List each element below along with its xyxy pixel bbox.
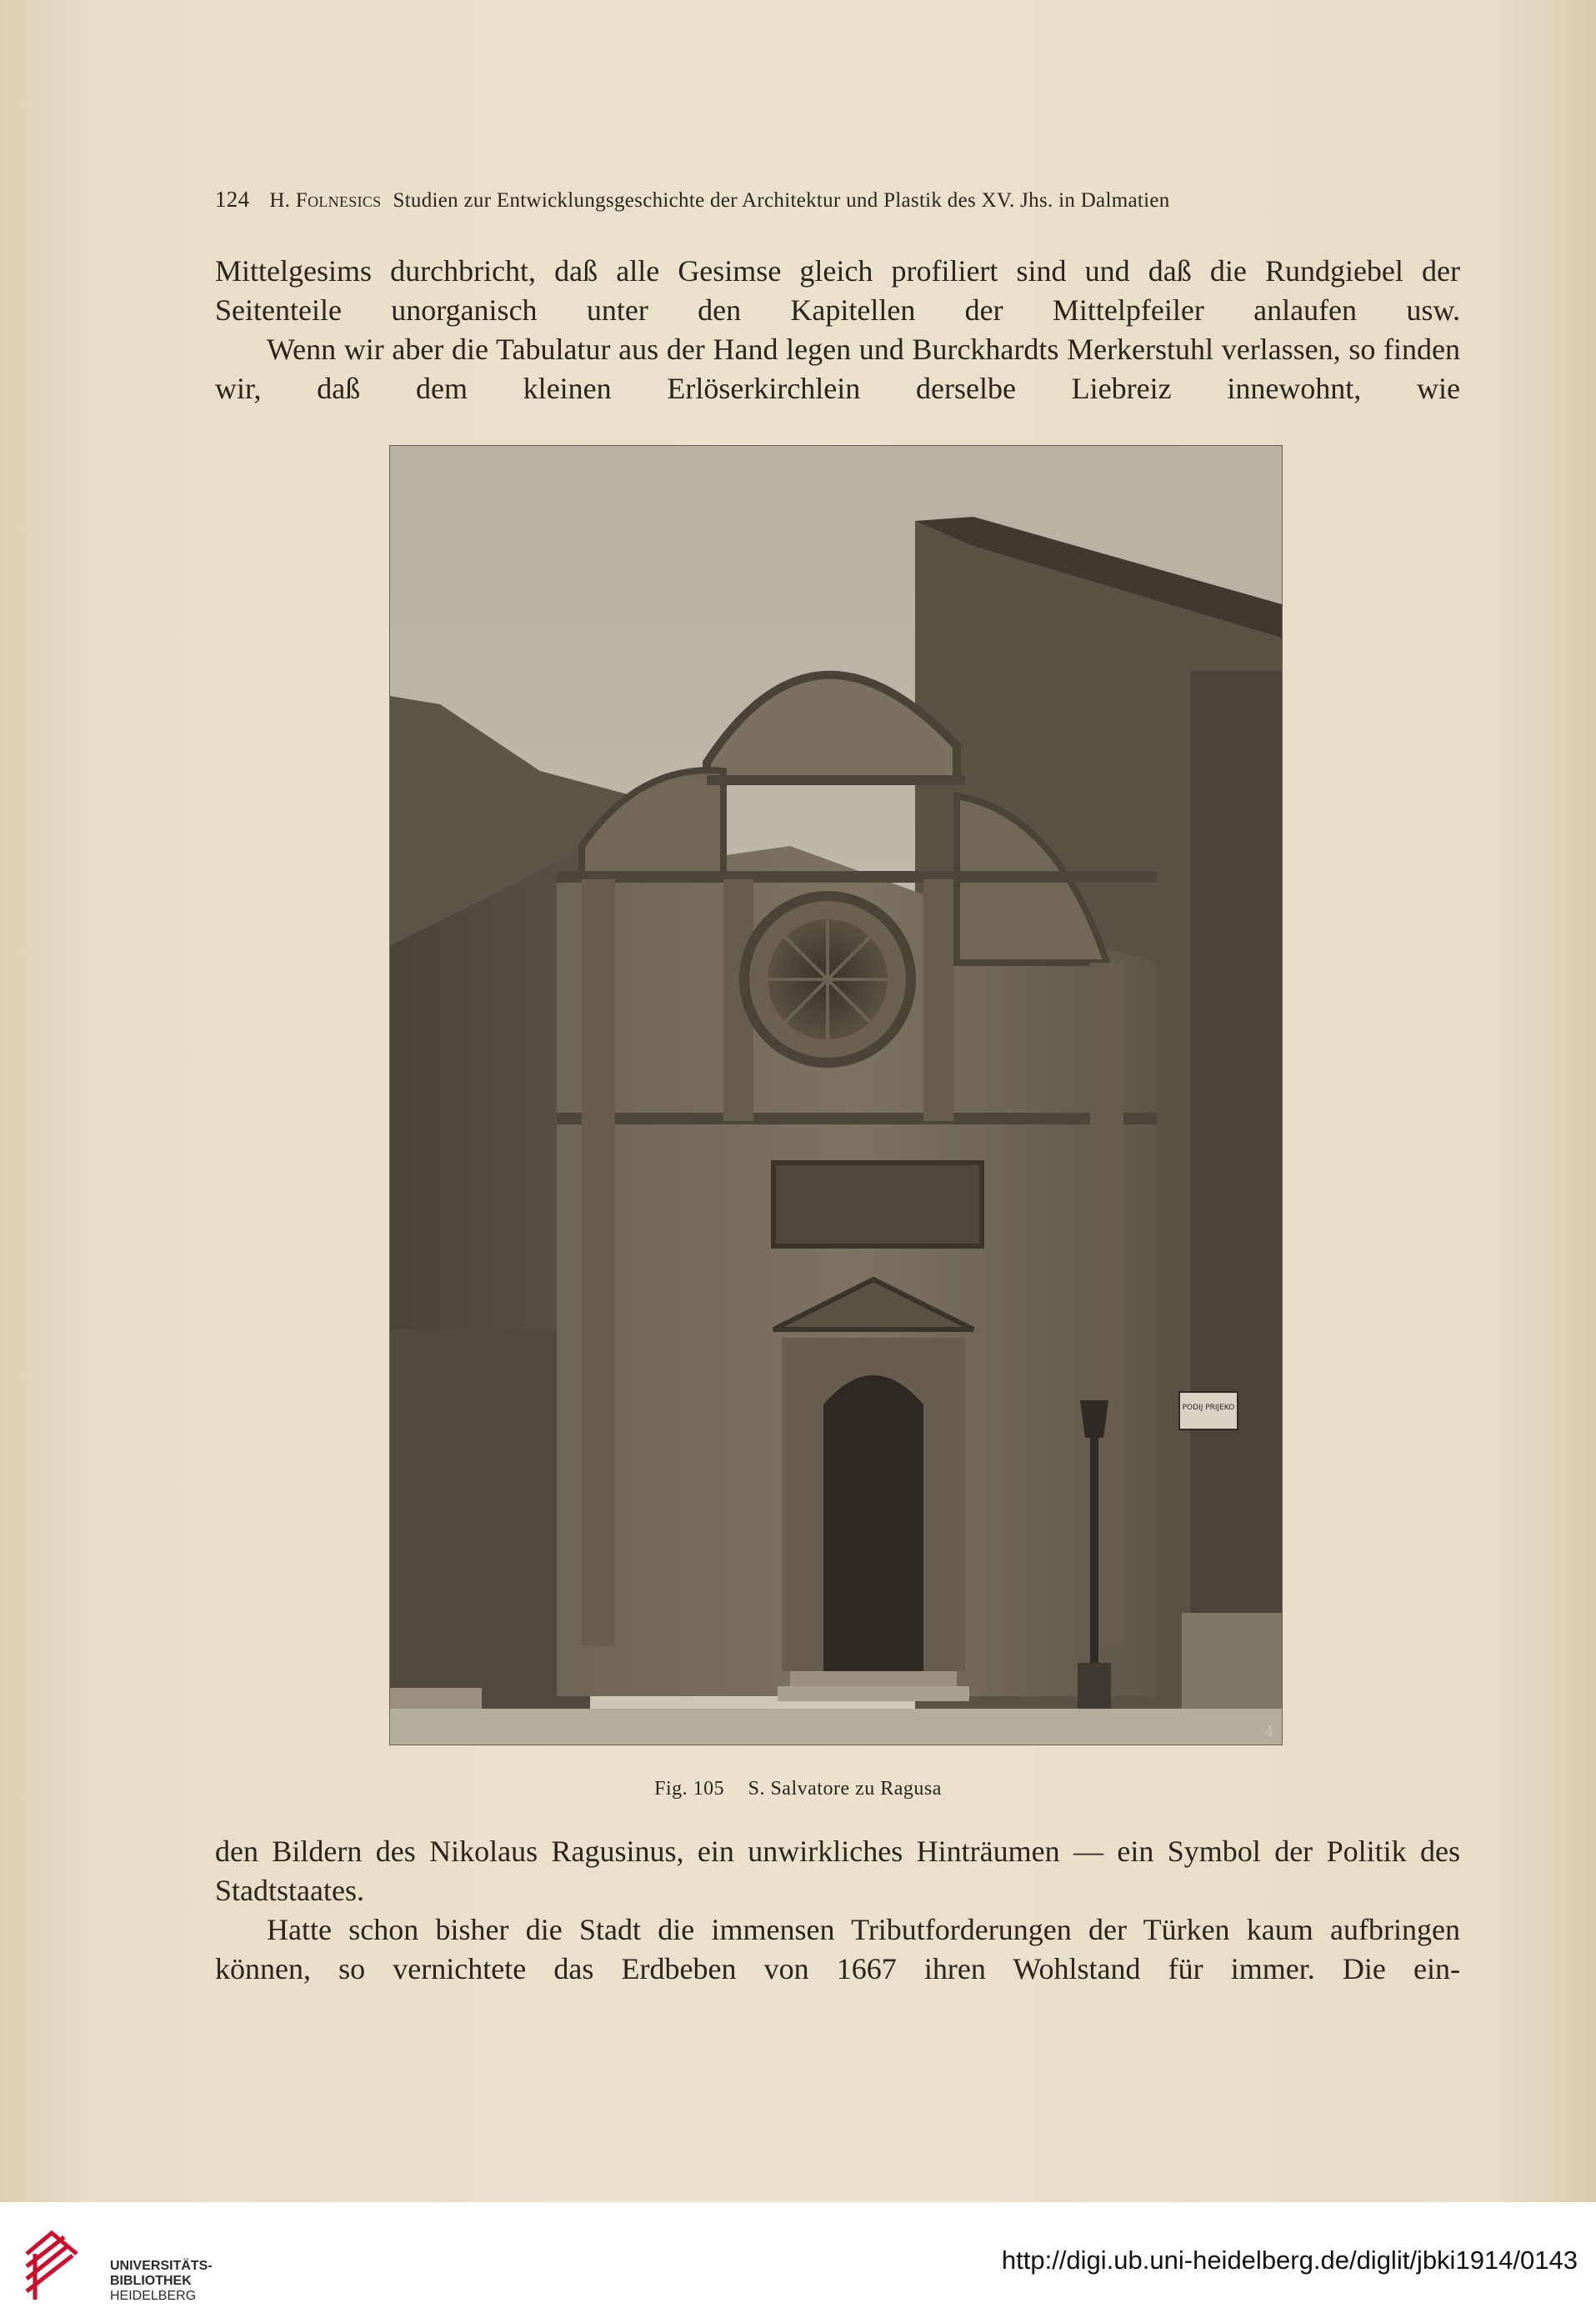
- logo-line-1: UNIVERSITÄTS-: [110, 2259, 213, 2273]
- paragraph-4: Hatte schon bisher die Stadt die immensen Tributforderungen der Türken kaum aufbringen können, so vernichtete das Erdbeben von 1667 ihren Wohlstand für immer. Die ein-: [215, 1913, 1460, 1985]
- street-sign-text: PODIJ PRIJEKO: [1182, 1404, 1235, 1412]
- permalink-url[interactable]: http://digi.ub.uni-heidelberg.de/diglit/jbki1914/0143: [1001, 2245, 1578, 2275]
- library-name: [110, 2259, 213, 2304]
- figure-number: Fig. 105: [654, 1778, 725, 1800]
- figure-title: S. Salvatore zu Ragusa: [748, 1778, 942, 1800]
- running-header: [215, 187, 1390, 213]
- paragraph-1: Mittelgesims durchbricht, daß alle Gesimse gleich profiliert sind und daß die Rundgiebel der Seitenteile unorganisch unter den Kapitellen der Mittelpfeiler anlaufen usw.: [215, 254, 1460, 327]
- header-title: Studien zur Entwicklungsgeschichte der Architektur und Plastik des XV. Jhs. in Dalmatien: [393, 189, 1170, 212]
- library-logo[interactable]: [18, 2220, 213, 2304]
- paragraph-3: den Bildern des Nikolaus Ragusinus, ein unwirkliches Hinträumen — ein Symbol der Politik des Stadtstaates.: [215, 1835, 1460, 1907]
- library-emblem-icon: [18, 2220, 85, 2304]
- logo-line-3: HEIDELBERG: [110, 2289, 197, 2303]
- header-author: H. Folnesics: [269, 189, 382, 212]
- logo-line-2: BIBLIOTHEK: [110, 2274, 192, 2288]
- page-number: 124: [215, 187, 250, 212]
- paragraph-2: Wenn wir aber die Tabulatur aus der Hand legen und Burckhardts Merkerstuhl verlassen, so finden wir, daß dem kleinen Erlöserkirchlein derselbe Liebreiz innewohnt, wie: [215, 333, 1460, 405]
- photo-corner-mark: 4: [1265, 1724, 1274, 1740]
- figure-caption: [0, 1778, 1596, 1800]
- church-photograph: [390, 446, 1282, 1745]
- viewer-footer: [0, 2202, 1596, 2318]
